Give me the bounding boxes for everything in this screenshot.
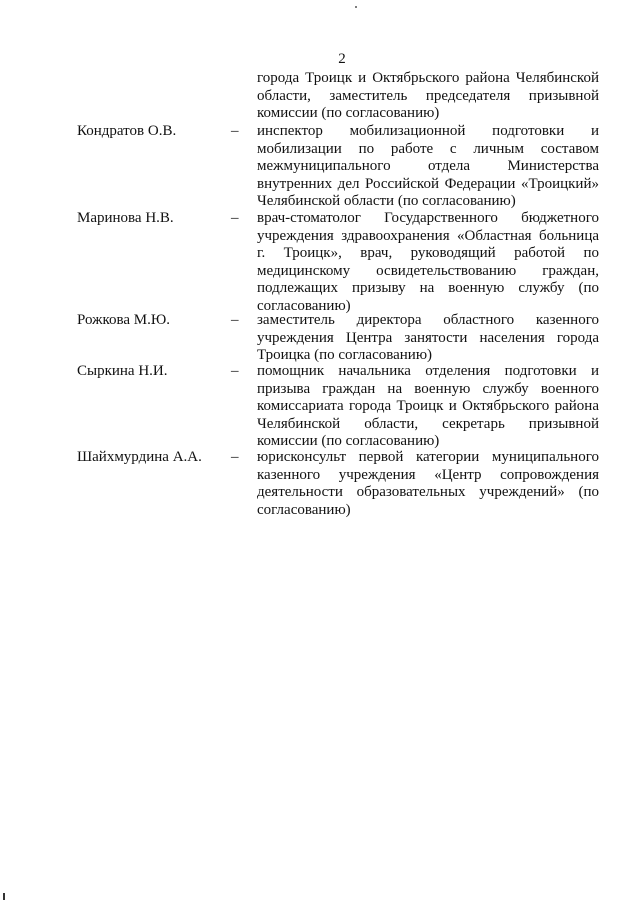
member-dash: – bbox=[231, 449, 239, 465]
member-dash: – bbox=[231, 210, 239, 226]
member-name: Маринова Н.В. bbox=[77, 210, 174, 226]
page-number: 2 bbox=[338, 51, 346, 67]
member-role: врач-стоматолог Государственного бюджетного учреждения здравоохранения «Областная больница г. Троицк», врач, руководящий работой по медицинскому освидетельствованию граждан, подлежащих призыву на военную службу (по согласованию) bbox=[257, 210, 599, 314]
member-name: Рожкова М.Ю. bbox=[77, 312, 171, 328]
scan-edge-mark bbox=[3, 893, 5, 900]
member-role: помощник начальника отделения подготовки и призыва граждан на военную службу военного комиссариата города Троицк и Октябрьского района Челябинской области, секретарь призывной комиссии (по согласованию) bbox=[257, 363, 599, 449]
member-name: Шайхмурдина А.А. bbox=[77, 449, 202, 465]
member-role: инспектор мобилизационной подготовки и мобилизации по работе с личным составом межмуниципального отдела Министерства внутренних дел Российской Федерации «Троицкий» Челябинской области (по согласованию) bbox=[257, 123, 599, 209]
member-name: Кондратов О.В. bbox=[77, 123, 177, 139]
member-role: заместитель директора областного казенного учреждения Центра занятости населения города Троицка (по согласованию) bbox=[257, 312, 599, 363]
scan-dot bbox=[355, 6, 357, 8]
member-role: юрисконсульт первой категории муниципального казенного учреждения «Центр сопровождения деятельности образовательных учреждений» (по согласованию) bbox=[257, 449, 599, 518]
intro-continuation-text: города Троицк и Октябрьского района Челябинской области, заместитель председателя призывной комиссии (по согласованию) bbox=[257, 70, 599, 121]
member-name: Сыркина Н.И. bbox=[77, 363, 168, 379]
member-dash: – bbox=[231, 123, 239, 139]
member-dash: – bbox=[231, 363, 239, 379]
member-dash: – bbox=[231, 312, 239, 328]
